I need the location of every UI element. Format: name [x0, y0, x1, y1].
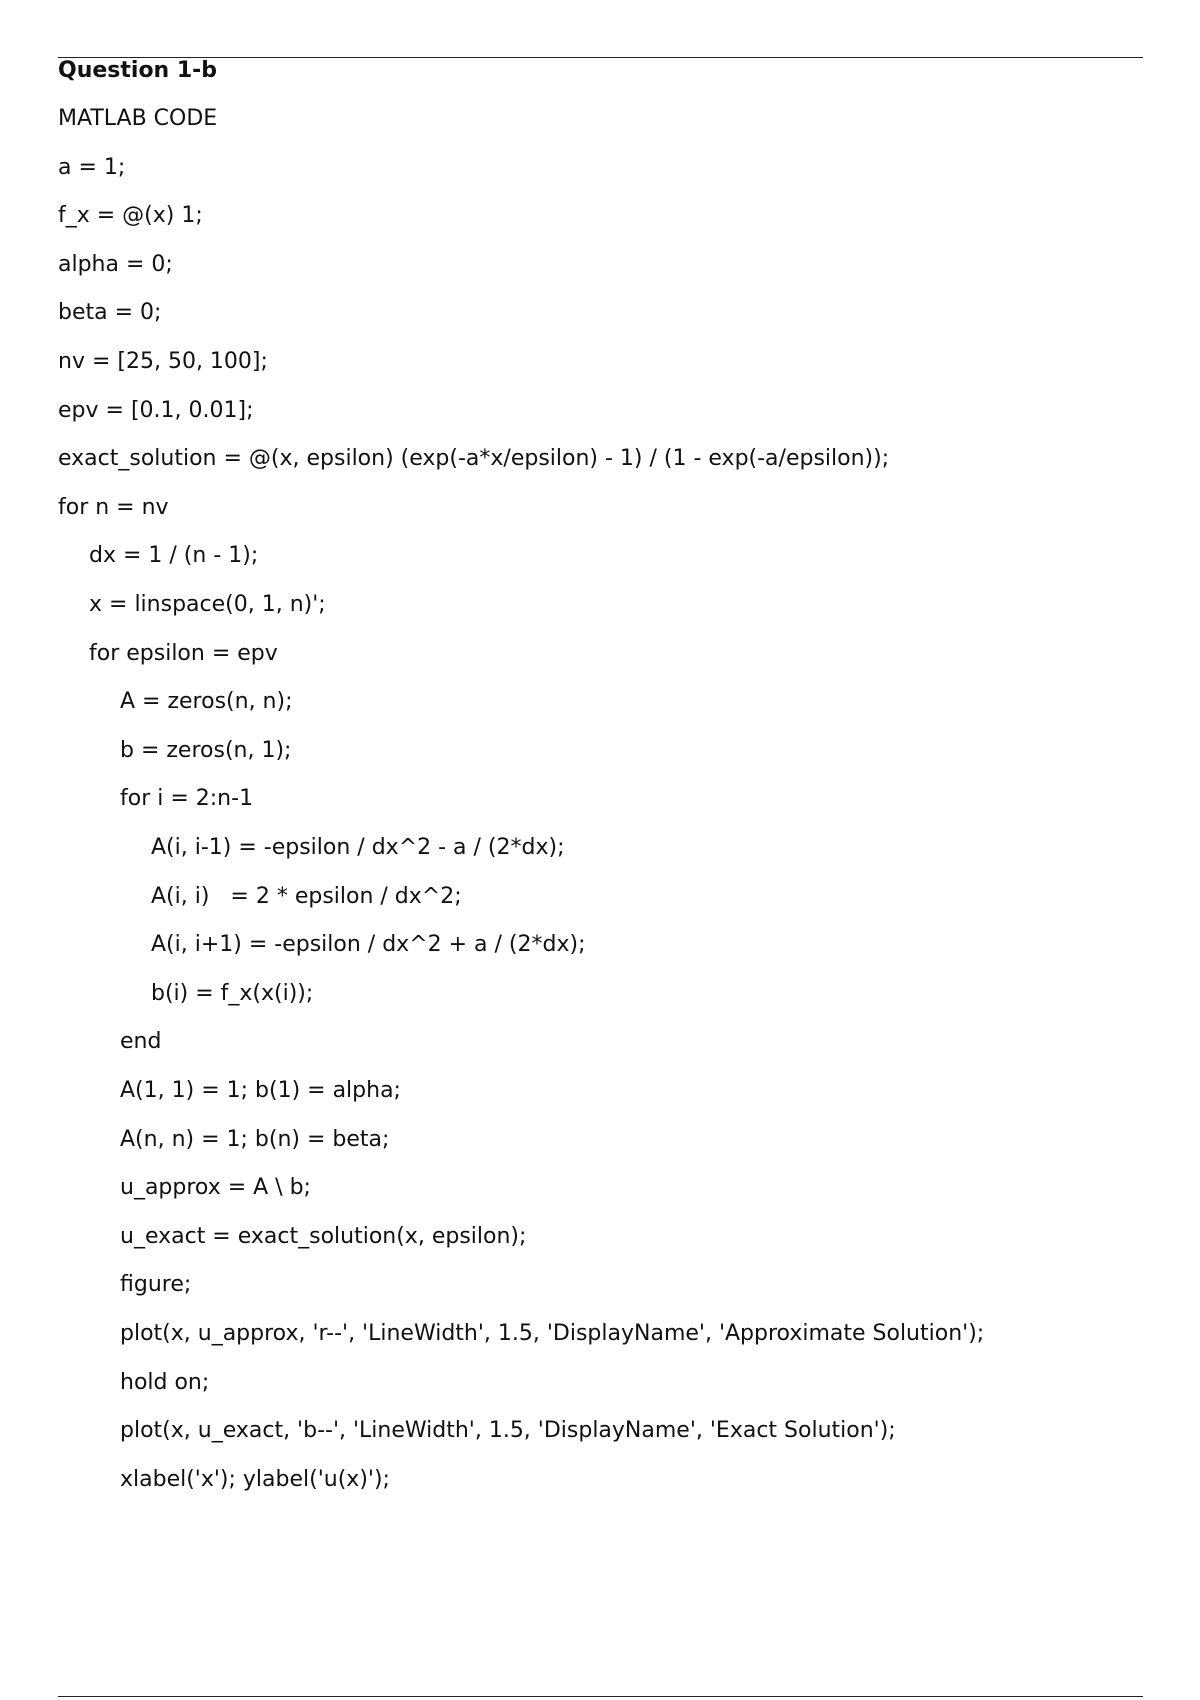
code-line: for epsilon = epv	[89, 640, 278, 666]
code-line: beta = 0;	[58, 300, 162, 326]
code-line: A = zeros(n, n);	[120, 689, 293, 715]
code-line: f_x = @(x) 1;	[58, 203, 203, 229]
code-line: hold on;	[120, 1369, 210, 1395]
code-line: dx = 1 / (n - 1);	[89, 543, 259, 569]
code-line: plot(x, u_approx, 'r--', 'LineWidth', 1.5, 'DisplayName', 'Approximate Solution');	[120, 1321, 985, 1346]
bottom-rule	[58, 1696, 1143, 1697]
question-heading: Question 1-b	[58, 58, 218, 83]
code-line: A(1, 1) = 1; b(1) = alpha;	[120, 1078, 401, 1103]
code-line: A(i, i) = 2 * epsilon / dx^2;	[151, 883, 462, 909]
code-line: for i = 2:n-1	[120, 786, 254, 812]
code-line: nv = [25, 50, 100];	[58, 349, 268, 374]
code-line: A(i, i-1) = -epsilon / dx^2 - a / (2*dx);	[151, 835, 565, 860]
code-line: end	[120, 1029, 162, 1055]
code-line: alpha = 0;	[58, 251, 173, 277]
code-line: A(i, i+1) = -epsilon / dx^2 + a / (2*dx);	[151, 932, 586, 958]
code-line: u_approx = A \ b;	[120, 1175, 311, 1201]
code-line: for n = nv	[58, 494, 169, 520]
top-rule	[58, 57, 1143, 58]
code-line: exact_solution = @(x, epsilon) (exp(-a*x/epsilon) - 1) / (1 - exp(-a/epsilon));	[58, 446, 890, 472]
code-line: b(i) = f_x(x(i));	[151, 980, 314, 1006]
code-line: MATLAB CODE	[58, 106, 218, 131]
code-line: x = linspace(0, 1, n)';	[89, 592, 326, 617]
code-line: b = zeros(n, 1);	[120, 737, 292, 763]
code-line: epv = [0.1, 0.01];	[58, 397, 254, 423]
code-line: figure;	[120, 1272, 192, 1298]
code-line: A(n, n) = 1; b(n) = beta;	[120, 1126, 390, 1152]
code-line: u_exact = exact_solution(x, epsilon);	[120, 1223, 527, 1249]
code-line: xlabel('x'); ylabel('u(x)');	[120, 1466, 390, 1492]
code-line: a = 1;	[58, 154, 126, 180]
code-line: plot(x, u_exact, 'b--', 'LineWidth', 1.5, 'DisplayName', 'Exact Solution');	[120, 1418, 896, 1444]
